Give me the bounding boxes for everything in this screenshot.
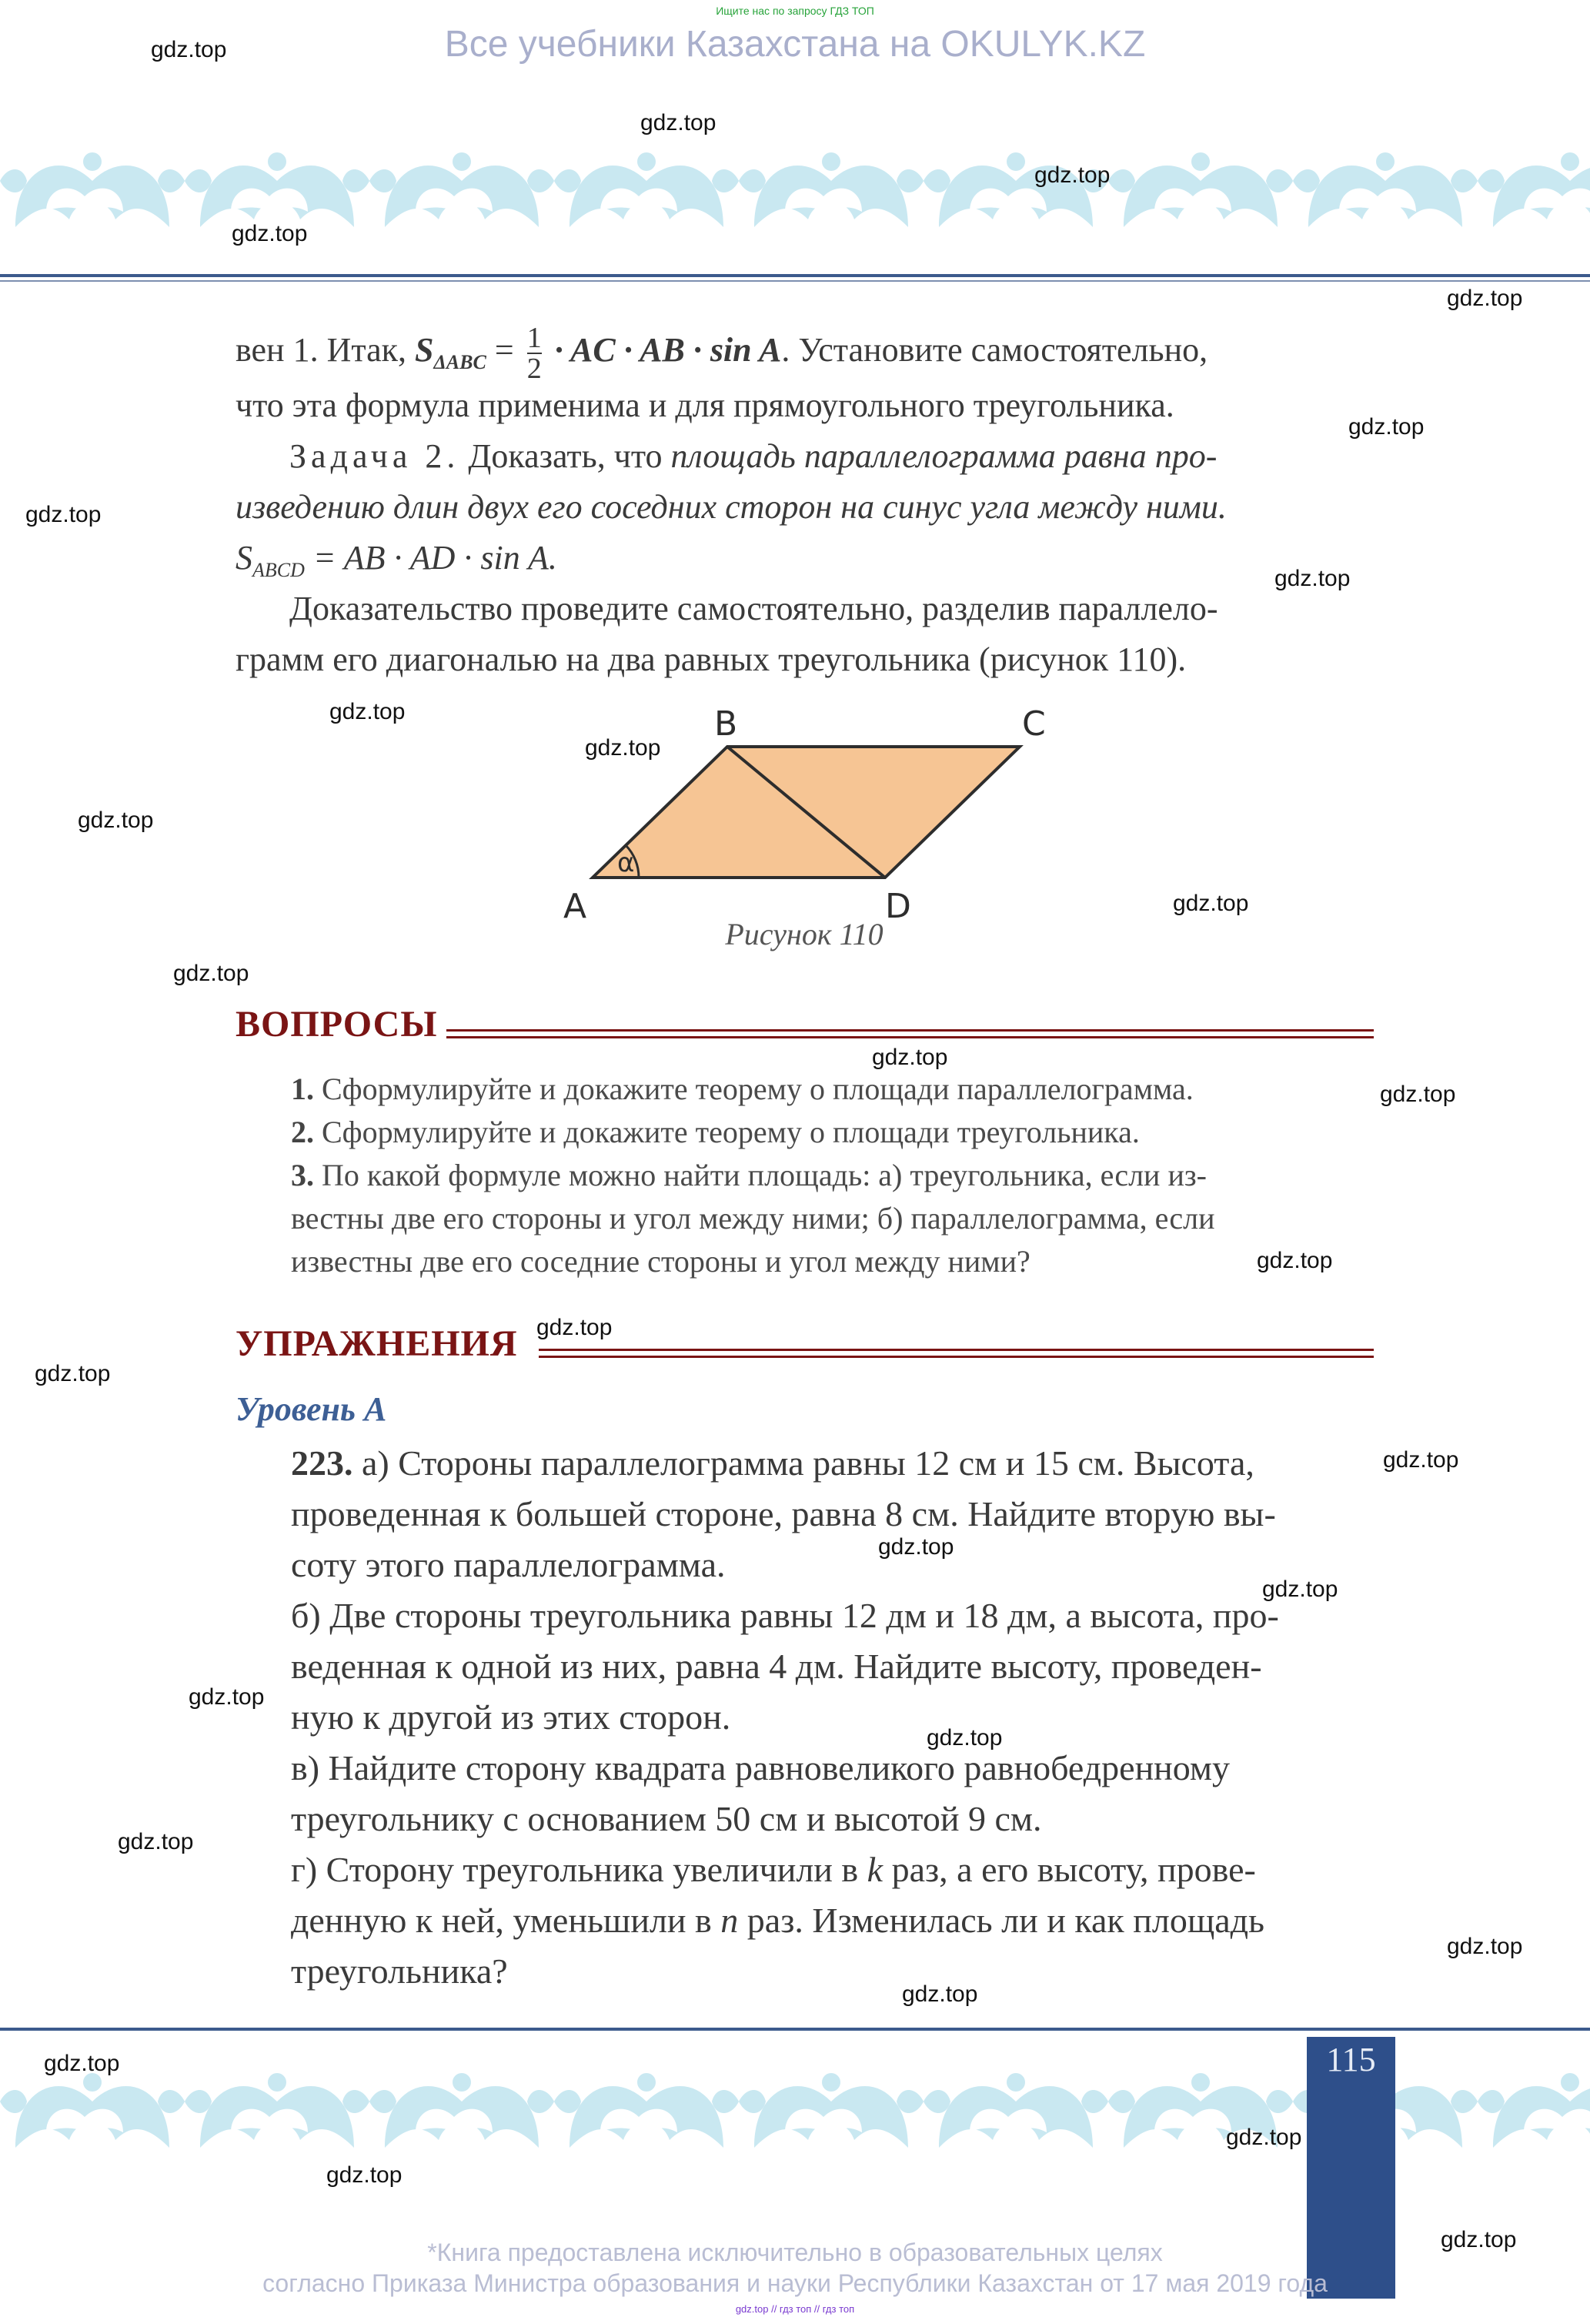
exercise-223a-line3: соту этого параллелограмма. [291,1545,726,1584]
watermark: gdz.top [872,1045,948,1070]
watermark: gdz.top [232,221,308,246]
watermark: gdz.top [927,1725,1003,1751]
watermark: gdz.top [1441,2227,1517,2252]
exercise-223b-line2: веденная к одной из них, равна 4 дм. Найдите высоту, проведен- [291,1647,1262,1686]
question-3: 3. По какой формуле можно найти площадь: а) треугольника, если из- [291,1158,1207,1192]
proof-line2: грамм его диагональю на два равных треугольника (рисунок 110). [235,640,1187,678]
exercises-heading-rule [539,1349,1374,1358]
watermark: gdz.top [1383,1447,1459,1473]
watermark: gdz.top [189,1684,265,1710]
question-2: 2. Сформулируйте и докажите теорему о площади треугольника. [291,1115,1140,1149]
exercise-223c-line1: в) Найдите сторону квадрата равновеликого равнобедренному [291,1748,1231,1787]
footer-notice-line2: согласно Приказа Министра образования и науки Республики Казахстан от 17 мая 2019 года [262,2269,1328,2297]
paragraph-right-triangle: что эта формула применима и для прямоугольного треугольника. [235,386,1174,424]
vertex-d-label: D [885,887,911,926]
watermark: gdz.top [640,110,717,135]
figure-caption: Рисунок 110 [725,917,884,951]
task-2-line2: изведению длин двух его соседних сторон на синус угла между ними. [235,488,1227,526]
watermark: gdz.top [35,1361,111,1386]
watermark: gdz.top [902,1981,978,2007]
watermark: gdz.top [151,37,227,62]
task-2-formula: $S_{ABCD}$ = AB · AD · sin A. [235,539,557,581]
questions-heading-rule [446,1029,1374,1038]
watermark: gdz.top [329,699,406,724]
watermark: gdz.top [1447,286,1523,311]
watermark: gdz.top [1348,414,1425,440]
bottom-rule [0,2028,1590,2031]
watermark: gdz.top [1447,1934,1523,1959]
question-3-line3: известны две его соседние стороны и угол между ними? [291,1244,1030,1279]
angle-label: α [617,848,635,878]
parallelogram-figure [539,693,1093,947]
questions-heading: ВОПРОСЫ [235,1004,438,1045]
watermark: gdz.top [1226,2125,1302,2150]
watermark: gdz.top [44,2051,120,2076]
page-number: 115 [1326,2041,1376,2078]
watermark: gdz.top [1173,891,1249,916]
exercise-223d-line1: г) Сторону треугольника увеличили в k раз, а его высоту, прове- [291,1850,1256,1889]
exercise-223d-line3: треугольника? [291,1951,508,1991]
watermark: gdz.top [1262,1577,1338,1602]
watermark: gdz.top [1380,1082,1456,1107]
watermark: gdz.top [1257,1248,1333,1273]
question-3-line2: вестны две его стороны и угол между ними; б) параллелограмма, если [291,1201,1215,1236]
watermark: gdz.top [878,1534,954,1560]
exercise-223a-line2: проведенная к большей стороне, равна 8 см. Найдите вторую вы- [291,1494,1276,1533]
exercise-223a-line1: 223. а) Стороны параллелограмма равны 12 см и 15 см. Высота, [291,1443,1254,1483]
proof-line1: Доказательство проведите самостоятельно, разделив параллело- [289,590,1218,627]
exercise-223b-line1: б) Две стороны треугольника равны 12 дм и 18 дм, а высота, про- [291,1596,1279,1635]
watermark: gdz.top [1274,566,1351,591]
watermark: gdz.top [1034,162,1111,188]
watermark: gdz.top [326,2162,403,2188]
footer-notice-line1: *Книга предоставлена исключительно в образовательных целях [427,2239,1163,2266]
level-heading: Уровень А [235,1390,387,1428]
search-hint: Ищите нас по запросу ГДЗ ТОП [716,5,874,17]
watermark: gdz.top [173,961,249,986]
paragraph-formula-triangle: вен 1. Итак, $S_{\Delta ABC}$ = $\frac{1}{2}$ · AC · AB · sin A. Установите самостоятельно, [235,322,1208,385]
vertex-a-label: A [563,887,587,926]
footer-tiny-links: gdz.top // гдз топ // гдз топ [735,2303,855,2315]
watermark: gdz.top [536,1315,613,1340]
vertex-b-label: B [714,704,738,744]
top-rule-thin [0,280,1590,282]
watermark: gdz.top [78,808,154,833]
watermark: gdz.top [118,1829,194,1854]
exercise-223d-line2: денную к ней, уменьшили в n раз. Изменилась ли и как площадь [291,1901,1265,1940]
watermark: gdz.top [25,502,102,527]
question-1: 1. Сформулируйте и докажите теорему о площади параллелограмма. [291,1072,1194,1106]
site-banner[interactable]: Все учебники Казахстана на OKULYK.KZ [444,24,1146,65]
exercise-223c-line2: треугольнику с основанием 50 см и высотой 9 см. [291,1799,1042,1838]
top-rule [0,274,1590,277]
task-2-line1: Задача 2. Доказать, что площадь параллелограмма равна про- [289,437,1218,475]
exercise-223b-line3: ную к другой из этих сторон. [291,1697,731,1737]
vertex-c-label: C [1022,704,1046,744]
watermark: gdz.top [585,735,661,761]
exercises-heading: УПРАЖНЕНИЯ [235,1323,518,1364]
